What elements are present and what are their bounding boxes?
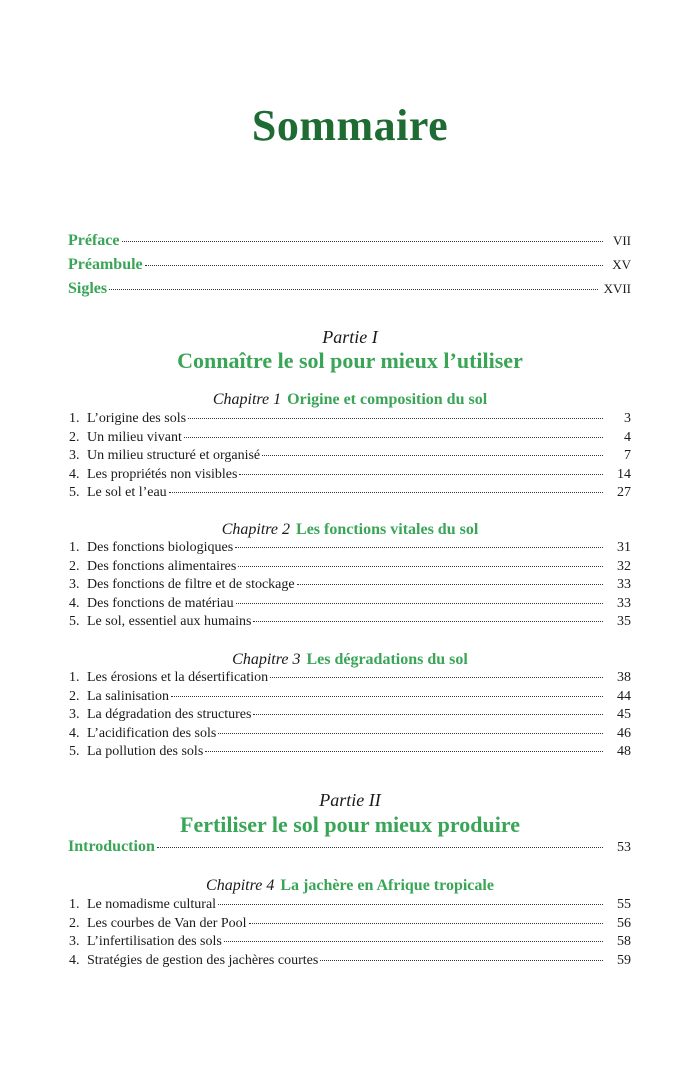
toc-entry-preface[interactable] <box>68 232 631 256</box>
entry-page: 32 <box>617 558 631 574</box>
chapter-number: Chapitre 2 <box>221 521 291 538</box>
entry-text: Des fonctions biologiques <box>87 540 234 555</box>
entry-number: 1. <box>69 540 80 555</box>
chapter-title: La jachère en Afrique tropicale <box>280 877 494 894</box>
toc-entry-label: Introduction <box>68 838 155 855</box>
page-title: Sommaire <box>251 101 449 150</box>
entry-page: 33 <box>617 577 631 593</box>
entry-page: 7 <box>624 448 631 464</box>
dot-leader <box>297 584 603 585</box>
dot-leader <box>235 547 603 548</box>
entry-text: Les érosions et la désertification <box>87 670 269 685</box>
chapter-heading <box>0 651 700 669</box>
entry-text: Des fonctions de matériau <box>87 595 234 611</box>
toc-entry-label: Préambule <box>68 256 143 273</box>
entry-number: 5. <box>69 614 80 630</box>
entry-text: Le sol et l’eau <box>87 485 167 501</box>
dot-leader <box>205 751 603 752</box>
entry-number: 4. <box>69 466 80 482</box>
dot-leader <box>109 289 597 290</box>
entry-page: 48 <box>617 744 631 760</box>
entry-text: Stratégies de gestion des jachères courtes <box>87 952 319 968</box>
toc-entry[interactable] <box>69 916 631 935</box>
toc-entry[interactable] <box>69 707 631 726</box>
toc-entry[interactable] <box>69 934 631 953</box>
dot-leader <box>270 677 603 678</box>
toc-entry[interactable] <box>69 430 631 449</box>
entry-text: Le nomadisme cultural <box>87 897 217 912</box>
chapter-heading <box>0 521 700 539</box>
toc-page-number: XV <box>612 257 631 272</box>
entry-page: 14 <box>617 466 631 482</box>
entry-number: 3. <box>69 577 80 593</box>
dot-leader <box>236 603 603 604</box>
chapter-number: Chapitre 4 <box>206 877 275 894</box>
entry-page: 3 <box>624 411 631 426</box>
toc-entry[interactable] <box>69 485 631 504</box>
entry-text: L’origine des sols <box>87 411 187 426</box>
entry-text: Des fonctions alimentaires <box>87 558 237 574</box>
toc-entry-preambule[interactable] <box>68 256 631 280</box>
dot-leader <box>171 696 603 697</box>
entry-number: 3. <box>69 707 80 723</box>
entry-text: Les propriétés non visibles <box>87 466 238 482</box>
entry-number: 2. <box>69 688 80 704</box>
entry-number: 4. <box>69 952 80 968</box>
entry-page: 35 <box>617 614 631 630</box>
toc-entry[interactable] <box>69 540 631 559</box>
front-matter-list <box>68 232 631 304</box>
dot-leader <box>238 566 603 567</box>
entry-text: L’acidification des sols <box>87 725 217 741</box>
dot-leader <box>249 923 603 924</box>
entry-number: 1. <box>69 670 80 685</box>
dot-leader <box>184 437 603 438</box>
toc-entry[interactable] <box>69 953 631 972</box>
entry-text: Un milieu structuré et organisé <box>87 448 261 464</box>
entry-text: Les courbes de Van der Pool <box>87 915 247 931</box>
entry-number: 4. <box>69 595 80 611</box>
dot-leader <box>188 418 603 419</box>
entry-page: 31 <box>617 540 631 555</box>
dot-leader <box>224 941 603 942</box>
entry-number: 4. <box>69 725 80 741</box>
toc-entry[interactable] <box>69 411 631 430</box>
entry-page: 38 <box>617 670 631 685</box>
dot-leader <box>145 265 603 266</box>
chapter-number: Chapitre 3 <box>232 651 301 668</box>
toc-entry[interactable] <box>69 614 631 633</box>
dot-leader <box>320 960 603 961</box>
entry-number: 2. <box>69 915 80 931</box>
chapter-entries <box>69 897 631 971</box>
entry-number: 3. <box>69 448 80 464</box>
entry-number: 2. <box>69 429 80 445</box>
toc-entry[interactable] <box>69 897 631 916</box>
entry-page: 4 <box>624 429 631 445</box>
toc-page-number: 53 <box>617 840 631 855</box>
entry-text: La salinisation <box>87 688 170 704</box>
chapter-entries <box>69 411 631 504</box>
entry-text: L’infertilisation des sols <box>87 934 222 950</box>
toc-entry-label: Préface <box>68 232 120 249</box>
toc-entry[interactable] <box>69 448 631 467</box>
chapter-title: Les dégradations du sol <box>306 651 468 668</box>
toc-page-number: VII <box>612 233 631 248</box>
part-label: Partie I <box>322 327 378 347</box>
entry-number: 5. <box>69 485 80 501</box>
entry-page: 56 <box>617 915 631 931</box>
chapter-heading <box>0 877 700 895</box>
part-label: Partie II <box>319 790 381 810</box>
entry-text: Le sol, essentiel aux humains <box>87 614 252 630</box>
entry-page: 46 <box>617 725 631 741</box>
entry-number: 1. <box>69 897 80 912</box>
dot-leader <box>169 492 603 493</box>
dot-leader <box>218 904 603 905</box>
entry-page: 33 <box>617 595 631 611</box>
toc-page-number: XVII <box>603 281 631 296</box>
entry-page: 44 <box>617 688 631 704</box>
dot-leader <box>157 847 603 848</box>
toc-entry[interactable] <box>69 689 631 708</box>
toc-entry[interactable] <box>69 577 631 596</box>
toc-entry-sigles[interactable] <box>68 280 631 304</box>
toc-entry[interactable] <box>69 596 631 615</box>
chapter-entries <box>69 540 631 633</box>
dot-leader <box>239 474 603 475</box>
chapter-title: Origine et composition du sol <box>287 391 488 408</box>
entry-number: 3. <box>69 934 80 950</box>
part-title: Fertiliser le sol pour mieux produire <box>180 812 520 837</box>
entry-text: Un milieu vivant <box>87 429 182 445</box>
entry-number: 2. <box>69 558 80 574</box>
dot-leader <box>262 455 603 456</box>
chapter-title: Les fonctions vitales du sol <box>296 521 479 538</box>
toc-entry[interactable] <box>69 670 631 689</box>
chapter-number: Chapitre 1 <box>212 391 282 408</box>
toc-entry[interactable] <box>69 726 631 745</box>
toc-entry-label: Sigles <box>68 280 108 297</box>
toc-entry[interactable] <box>69 559 631 578</box>
dot-leader <box>253 714 603 715</box>
entry-page: 59 <box>617 952 631 968</box>
entry-page: 45 <box>617 707 631 723</box>
entry-number: 5. <box>69 744 80 760</box>
dot-leader <box>253 621 603 622</box>
chapter-entries <box>69 670 631 763</box>
entry-number: 1. <box>69 411 80 426</box>
entry-text: La pollution des sols <box>87 744 204 760</box>
dot-leader <box>122 241 603 242</box>
entry-text: La dégradation des structures <box>87 707 252 723</box>
entry-page: 55 <box>617 897 631 912</box>
part-title: Connaître le sol pour mieux l’utiliser <box>177 348 523 373</box>
dot-leader <box>218 733 603 734</box>
entry-page: 27 <box>617 485 631 501</box>
toc-entry[interactable] <box>69 744 631 763</box>
toc-entry[interactable] <box>69 467 631 486</box>
entry-text: Des fonctions de filtre et de stockage <box>87 577 295 593</box>
toc-entry-introduction[interactable] <box>68 838 631 856</box>
chapter-heading <box>0 391 700 409</box>
entry-page: 58 <box>617 934 631 950</box>
